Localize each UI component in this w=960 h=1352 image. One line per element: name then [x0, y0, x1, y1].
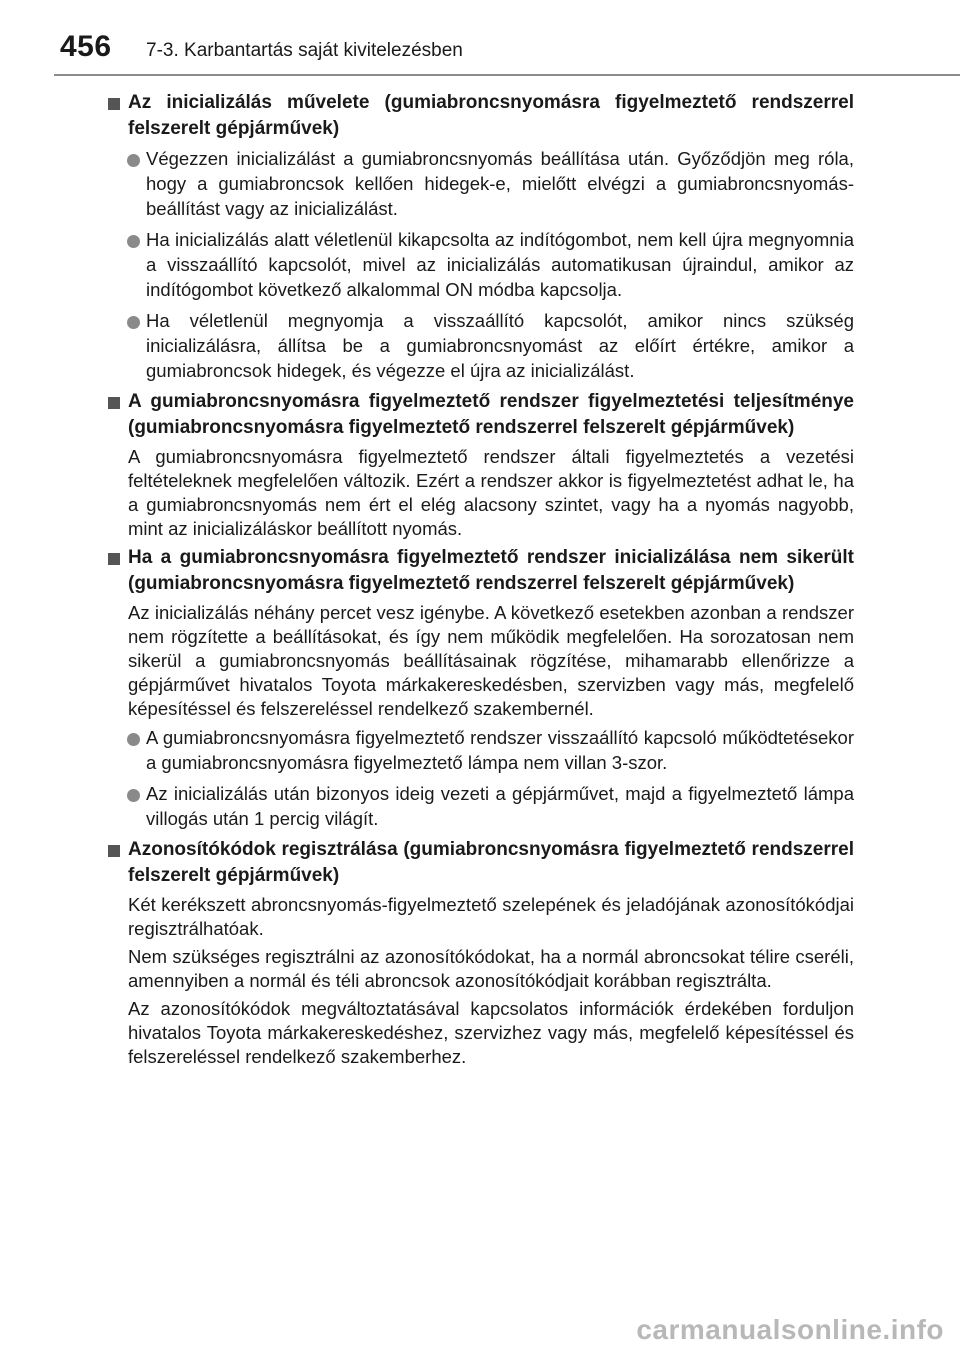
section-title: 7-3. Karbantartás saját kivitelezésben	[146, 40, 463, 61]
page-number: 456	[60, 30, 112, 63]
heading-text: Ha a gumiabroncsnyomásra figyelmeztető rendszer inicializálása nem sikerült (gumiabroncsnyomásra figyelmeztető rendszerrel felszerelt gépjárművek)	[128, 547, 854, 594]
section-heading	[106, 90, 854, 142]
page-content	[106, 90, 854, 1073]
bullet-item	[106, 227, 854, 302]
round-bullet-icon	[127, 789, 140, 802]
header-divider	[54, 74, 960, 76]
bullet-text: A gumiabroncsnyomásra figyelmeztető rendszer visszaállító kapcsoló működtetésekor a gumiabroncsnyomásra figyelmeztető lámpa nem villan 3-szor.	[146, 727, 854, 773]
section-heading	[106, 545, 854, 597]
square-bullet-icon	[108, 98, 120, 110]
bullet-text: Végezzen inicializálást a gumiabroncsnyomás beállítása után. Győződjön meg róla, hogy a gumiabroncsok kellően hidegek-e, mielőtt elvégzi a gumiabroncsnyomás-beállítást vagy az inicializálást.	[146, 148, 854, 219]
section-initialization	[106, 90, 854, 383]
square-bullet-icon	[108, 845, 120, 857]
heading-text: Azonosítókódok regisztrálása (gumiabroncsnyomásra figyelmeztető rendszerrel felszerelt gépjárművek)	[128, 839, 854, 886]
paragraph: A gumiabroncsnyomásra figyelmeztető rendszer általi figyelmeztetés a vezetési feltételeknek megfelelően változik. Ezért a rendszer akkor is figyelmeztetést adhat le, ha a gumiabroncsnyomás nem ért el elég alacsony szintet, vagy ha a nyomás nagyobb, mint az inicializáláskor beállított nyomás.	[128, 446, 854, 539]
section-heading	[106, 389, 854, 441]
section-id-registration	[106, 837, 854, 1069]
heading-text: Az inicializálás művelete (gumiabroncsnyomásra figyelmeztető rendszerrel felszerelt gépjárművek)	[128, 92, 854, 139]
square-bullet-icon	[108, 397, 120, 409]
page-header	[0, 0, 960, 75]
bullet-item	[106, 146, 854, 221]
section-warning-performance	[106, 389, 854, 541]
round-bullet-icon	[127, 733, 140, 746]
round-bullet-icon	[127, 316, 140, 329]
paragraph: Az inicializálás néhány percet vesz igénybe. A következő esetekben azonban a rendszer nem rögzítette a beállításokat, és így nem működik megfelelően. Ha sorozatosan nem sikerül a gumiabroncsnyomás beállításainak rögzítése, mihamarabb ellenőrizze a gépjárművet hivatalos Toyota márkakereskedésben, szervizben vagy más, megfelelő képesítéssel és felszereléssel rendelkező szakembernél.	[128, 602, 854, 719]
bullet-item	[106, 781, 854, 831]
bullet-text: Ha véletlenül megnyomja a visszaállító kapcsolót, amikor nincs szükség inicializálásra, állítsa be a gumiabroncsnyomást az előírt értékre, amikor a gumiabroncsok hidegek, és végezze el újra az inicializálást.	[146, 310, 854, 381]
heading-text: A gumiabroncsnyomásra figyelmeztető rendszer figyelmeztetési teljesítménye (gumiabroncsnyomásra figyelmeztető rendszerrel felszerelt gépjárművek)	[128, 391, 854, 438]
watermark: carmanualsonline.info	[636, 1314, 944, 1345]
round-bullet-icon	[127, 235, 140, 248]
paragraph: Két kerékszett abroncsnyomás-figyelmeztető szelepének és jeladójának azonosítókódjai regisztrálhatóak.	[128, 894, 854, 939]
section-initialization-failed	[106, 545, 854, 831]
bullet-item	[106, 308, 854, 383]
bullet-text: Az inicializálás után bizonyos ideig vezeti a gépjárművet, majd a figyelmeztető lámpa villogás után 1 percig világít.	[146, 783, 854, 829]
bullet-text: Ha inicializálás alatt véletlenül kikapcsolta az indítógombot, nem kell újra megnyomnia a visszaállító kapcsolót, mivel az inicializálás automatikusan újraindul, amikor az indítógombot következő alkalommal ON módba kapcsolja.	[146, 229, 854, 300]
paragraph: Az azonosítókódok megváltoztatásával kapcsolatos információk érdekében forduljon hivatalos Toyota márkakereskedéshez, szervizhez vagy más, megfelelő képesítéssel és felszereléssel rendelkező szakemberhez.	[128, 998, 854, 1067]
paragraph: Nem szükséges regisztrálni az azonosítókódokat, ha a normál abroncsokat télire cseréli, amennyiben a normál és téli abroncsok azonosítókódjait korábban regisztrálta.	[128, 946, 854, 991]
bullet-item	[106, 725, 854, 775]
section-heading	[106, 837, 854, 889]
square-bullet-icon	[108, 553, 120, 565]
round-bullet-icon	[127, 154, 140, 167]
